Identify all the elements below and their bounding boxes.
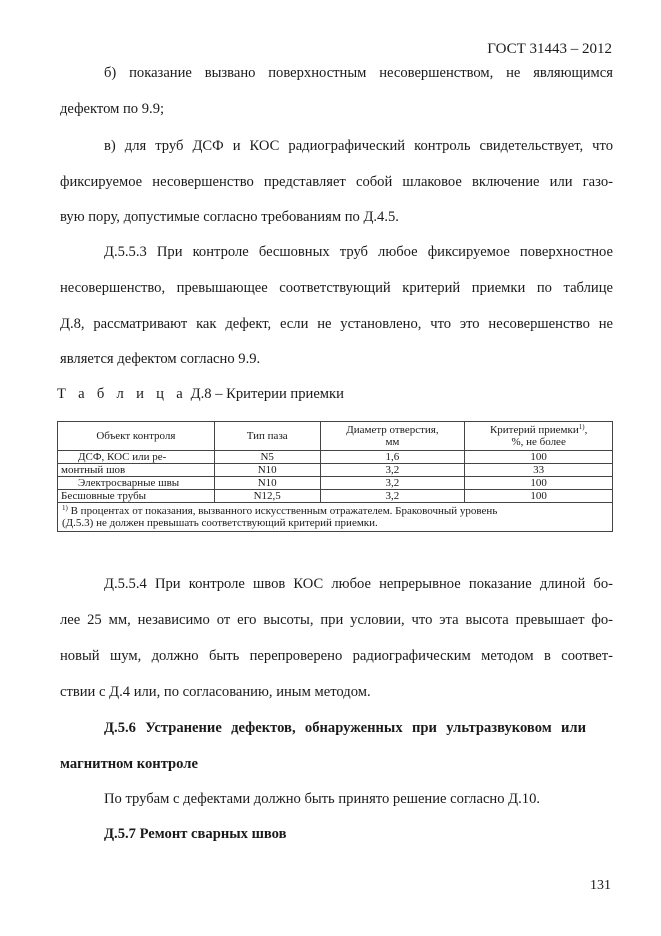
footnote-line-1: В процентах от показания, вызванного искусственным отражателем. Браковочный уровень (67, 505, 498, 517)
clause-d556-heading-line-1: Д.5.6 Устранение дефектов, обнаруженных при ультразвуковом или (104, 720, 586, 736)
cell-diameter: 3,2 (320, 464, 465, 477)
cell-object: Электросварные швы (58, 477, 215, 490)
table-footnote-row (58, 503, 613, 532)
cell-diameter: 1,6 (320, 451, 465, 464)
table-row (58, 464, 613, 477)
cell-type: N12,5 (214, 490, 320, 503)
clause-d557-heading: Д.5.7 Ремонт сварных швов (104, 826, 287, 842)
header-type: Тип паза (214, 422, 320, 451)
cell-criterion: 100 (465, 451, 613, 464)
footnote-marker: 1) (578, 423, 585, 431)
table-footnote (58, 503, 613, 532)
clause-d554-line-4: ствии с Д.4 или, по согласованию, иным методом. (60, 684, 371, 700)
header-diameter-line-2: мм (385, 436, 400, 448)
clause-d553-line-1: Д.5.5.3 При контроле бесшовных труб любое фиксируемое поверхностное (104, 244, 613, 260)
table-row (58, 477, 613, 490)
clause-d556-heading-line-2: магнитном контроле (60, 756, 198, 772)
clause-d556-text: По трубам с дефектами должно быть принято решение согласно Д.10. (104, 791, 541, 807)
clause-d553-line-2: несовершенство, превышающее соответствующий критерий приемки по таблице (60, 280, 613, 296)
clause-d554-line-2: лее 25 мм, независимо от его высоты, при условии, что эта высота превышает фо- (60, 612, 613, 628)
standard-header: ГОСТ 31443 – 2012 (487, 41, 612, 57)
paragraph-b-line-2: дефектом по 9.9; (60, 101, 165, 117)
header-criterion-line-2: %, не более (511, 436, 566, 448)
table-caption-title: Д.8 – Критерии приемки (187, 386, 344, 402)
paragraph-b-line-1: б) показание вызвано поверхностным несовершенством, не являющимся (104, 65, 613, 81)
cell-criterion: 100 (465, 490, 613, 503)
header-object: Объект контроля (58, 422, 215, 451)
paragraph-v-line-1: в) для труб ДСФ и КОС радиографический контроль свидетельствует, что (104, 138, 613, 154)
footnote-number: 1) (62, 504, 68, 512)
cell-type: N5 (214, 451, 320, 464)
clause-d553-line-3: Д.8, рассматривают как дефект, если не установлено, что это несовершенство не (60, 316, 613, 332)
header-criterion: Критерий приемки$^{1)}$, %, не более (465, 422, 613, 451)
cell-diameter: 3,2 (320, 490, 465, 503)
table-header-row (58, 422, 613, 451)
paragraph-v-line-3: вую пору, допустимые согласно требованиям по Д.4.5. (60, 209, 399, 225)
page-number: 131 (590, 878, 611, 893)
cell-type: N10 (214, 477, 320, 490)
header-diameter (320, 422, 465, 451)
cell-object: Бесшовные трубы (58, 490, 215, 503)
clause-d554-line-3: новый шум, должно быть перепроверено радиографическим методом в соответ- (60, 648, 613, 664)
table-caption-prefix: Т а б л и ц а (57, 386, 187, 402)
footnote-line-2: (Д.5.3) не должен превышать соответствующий критерий приемки. (62, 517, 378, 529)
cell-diameter: 3,2 (320, 477, 465, 490)
paragraph-v-line-2: фиксируемое несовершенство представляет собой шлаковое включение или газо- (60, 174, 613, 190)
table-row (58, 490, 613, 503)
header-diameter-line-1: Диаметр отверстия, (346, 424, 439, 436)
cell-type: N10 (214, 464, 320, 477)
cell-criterion: 100 (465, 477, 613, 490)
cell-object: ДСФ, КОС или ре- (58, 451, 215, 464)
table-row (58, 451, 613, 464)
clause-d553-line-4: является дефектом согласно 9.9. (60, 351, 261, 367)
table-caption (57, 386, 344, 403)
cell-criterion: 33 (465, 464, 613, 477)
clause-d554-line-1: Д.5.5.4 При контроле швов КОС любое непрерывное показание длиной бо- (104, 576, 613, 592)
header-criterion-line-1: Критерий приемки (489, 424, 579, 436)
acceptance-criteria-table (57, 421, 613, 532)
cell-object: монтный шов (58, 464, 215, 477)
